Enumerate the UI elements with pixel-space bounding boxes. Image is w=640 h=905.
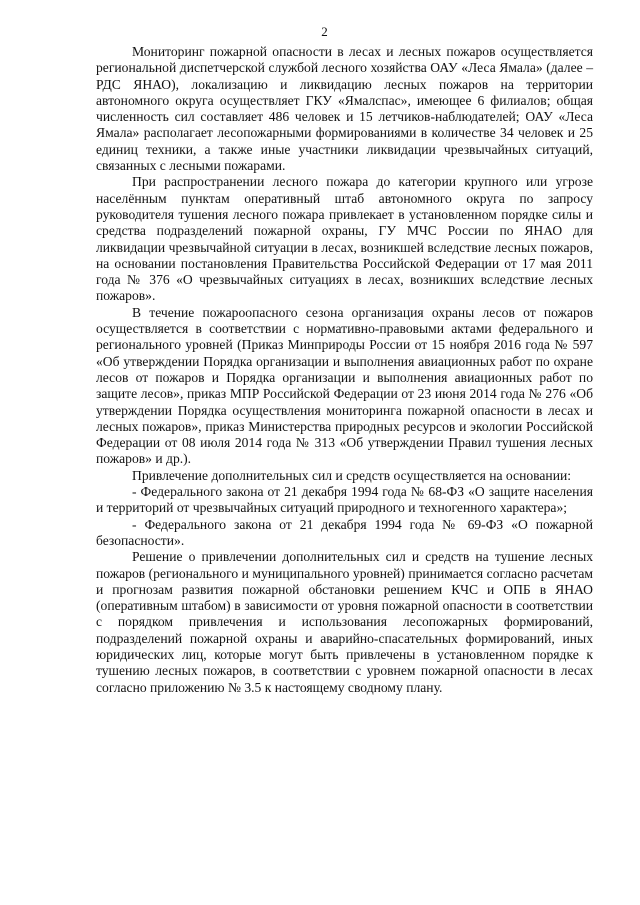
- paragraph-fire-season-regulations: В течение пожароопасного сезона организация охраны лесов от пожаров осуществляется в соответствии с нормативно-правовыми актами федерального и регионального уровней (Приказ Минприроды России от 15 ноября 2016 года № 597 «Об утверждении Порядка организации и выполнения авиационных работ по охране лесов от пожаров и Порядка организации и выполнения авиационных работ по защите лесов», приказ МПР Российской Федерации от 23 июня 2014 года № 276 «Об утверждении Порядка осуществления мониторинга пожарной опасности в лесах и лесных пожаров», приказ Министерства природных ресурсов и экологии Российской Федерации от 08 июля 2014 года № 313 «Об утверждении Правил тушения лесных пожаров» и др.).: [96, 304, 593, 467]
- page-number: 2: [321, 24, 328, 39]
- list-item-federal-law-69: - Федерального закона от 21 декабря 1994 года № 69-ФЗ «О пожарной безопасности».: [96, 516, 593, 548]
- list-item-federal-law-68: - Федерального закона от 21 декабря 1994 года № 68-ФЗ «О защите населения и территорий от чрезвычайных ситуаций природного и техногенного характера»;: [96, 484, 593, 516]
- paragraph-large-fire-response: При распространении лесного пожара до категории крупного или угрозе населённым пунктам оперативный штаб автономного округа по запросу руководителя тушения лесного пожара привлекает в установленном порядке силы и средства подразделений пожарной охраны, ГУ МЧС России по ЯНАО для ликвидации чрезвычайной ситуации в лесах, возникшей вследствие лесных пожаров, на основании постановления Правительства Российской Федерации от 17 мая 2011 года № 376 «О чрезвычайных ситуациях в лесах, возникших вследствие лесных пожаров».: [96, 174, 593, 304]
- paragraph-decision-additional-forces: Решение о привлечении дополнительных сил и средств на тушение лесных пожаров (регионального и муниципального уровней) принимается согласно расчетам и прогнозам развития пожарной обстановки решением КЧС и ОПБ в ЯНАО (оперативным штабом) в зависимости от уровня пожарной опасности в соответствии с порядком привлечения и использования лесопожарных формирований, подразделений пожарной охраны и аварийно-спасательных формирований, иных юридических лиц, которые могут быть привлечены в установленном порядке к тушению лесных пожаров, в соответствии с уровнем пожарной опасности в лесах согласно приложению № 3.5 к настоящему сводному плану.: [96, 549, 593, 695]
- paragraph-monitoring: Мониторинг пожарной опасности в лесах и лесных пожаров осуществляется региональной диспетчерской службой лесного хозяйства ОАУ «Леса Ямала» (далее – РДС ЯНАО), локализацию и ликвидацию лесных пожаров на территории автономного округа осуществляет ГКУ «Ямалспас», имеющее 6 филиалов; общая численность сил составляет 486 человек и 15 летчиков-наблюдателей; ОАУ «Леса Ямала» располагает лесопожарными формированиями в количестве 34 человек и 25 единиц техники, а также иные участники ликвидации чрезвычайных ситуаций, связанных с лесными пожарами.: [96, 44, 593, 174]
- document-body: [96, 44, 593, 696]
- paragraph-additional-forces-basis: Привлечение дополнительных сил и средств осуществляется на основании:: [132, 467, 572, 483]
